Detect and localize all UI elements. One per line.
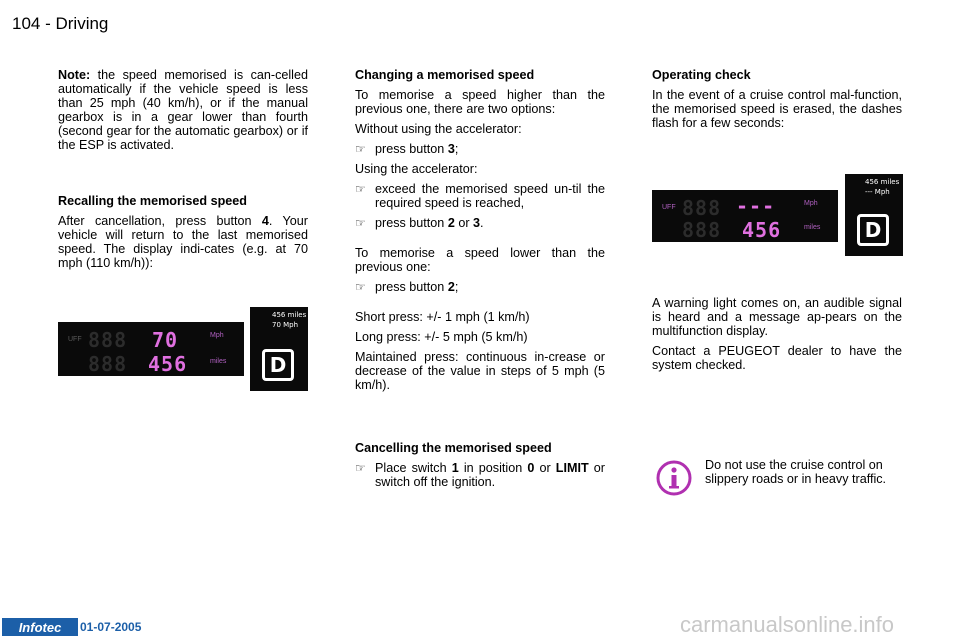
- header-separator: -: [40, 14, 56, 33]
- info-note: [705, 458, 905, 492]
- info-text: Do not use the cruise control on slippery roads or in heavy traffic.: [705, 458, 887, 486]
- cancel-title: Cancelling the memorised speed: [355, 441, 552, 455]
- button-1-ref: 1: [451, 461, 459, 475]
- recall-paragraph: After cancellation, press button 4. Your vehicle will return to the last memorised speed. The display indi-cates (e.g. at 70 mph (110 km/h)):: [58, 214, 308, 270]
- pointing-hand-icon: ☞: [355, 182, 366, 196]
- footer-date: 01-07-2005: [80, 620, 142, 634]
- warning-section: [652, 296, 902, 378]
- button-3-ref: 3: [447, 142, 455, 156]
- change-title: Changing a memorised speed: [355, 68, 535, 82]
- odometer-readout: 456: [148, 352, 188, 376]
- screen-display-1: [250, 307, 308, 391]
- screen-display-2: [845, 174, 903, 256]
- bullet-press-2-or-3: ☞ press button 2 or 3.: [355, 216, 484, 230]
- watermark: carmanualsonline.info: [680, 612, 895, 637]
- bullet-press-2: ☞ press button 2;: [355, 280, 459, 294]
- unit-miles: miles: [210, 358, 227, 365]
- note-paragraph: [58, 68, 308, 152]
- column-1: [58, 68, 308, 158]
- check-text: In the event of a cruise control mal-function, the memorised speed is erased, the dashes flash for a few seconds:: [652, 88, 902, 130]
- speed-dashes: ---: [736, 194, 776, 218]
- odometer-readout: 456: [742, 218, 782, 242]
- cluster-display-2: UFF 888 --- Mph 888 456 miles: [652, 190, 838, 242]
- maintained-press: Maintained press: continuous in-crease or decrease of the value in steps of 5 mph (5 km/h).: [355, 350, 605, 392]
- screen-miles: 456 miles: [865, 178, 900, 186]
- cluster-display-1: UFF 888 70 Mph 888 456 miles: [58, 322, 244, 376]
- screen-mph: 70 Mph: [272, 321, 299, 329]
- contact-text: Contact a PEUGEOT dealer to have the system checked.: [652, 344, 902, 372]
- screen-miles: 456 miles: [272, 311, 307, 319]
- using-accelerator: Using the accelerator:: [355, 162, 478, 176]
- change-intro: To memorise a speed higher than the previous one, there are two options:: [355, 88, 605, 116]
- gear-indicator: D: [262, 349, 294, 381]
- bullet-press-3: ☞ press button 3;: [355, 142, 459, 156]
- infotec-logo: Infotec: [2, 618, 78, 636]
- cancel-section: [355, 441, 605, 495]
- unit-mph: Mph: [210, 332, 224, 339]
- pointing-hand-icon: ☞: [355, 461, 366, 475]
- page-header: [12, 14, 108, 34]
- without-accelerator: Without using the accelerator:: [355, 122, 522, 136]
- short-press: Short press: +/- 1 mph (1 km/h): [355, 310, 530, 324]
- column-3: [652, 68, 902, 136]
- unit-miles: miles: [804, 224, 821, 231]
- gear-indicator: D: [857, 214, 889, 246]
- lower-intro: To memorise a speed lower than the previous one:: [355, 246, 605, 274]
- note-text: the speed memorised is can-celled automatically if the vehicle speed is less than 25 mph (40 km/h), or if the manual gearbox is in a gear lower than fourth (second gear for the automatic gearbox) or if the ESP is activated.: [58, 68, 308, 152]
- screen-mph: --- Mph: [865, 188, 890, 196]
- limit-ref: LIMIT: [555, 461, 589, 475]
- warning-text: A warning light comes on, an audible signal is heard and a message ap-pears on the multifunction display.: [652, 296, 902, 338]
- pointing-hand-icon: ☞: [355, 216, 366, 230]
- unit-mph: Mph: [804, 200, 818, 207]
- speed-readout: 70: [152, 328, 179, 352]
- long-press: Long press: +/- 5 mph (5 km/h): [355, 330, 528, 344]
- info-icon: [656, 460, 692, 496]
- recall-title: Recalling the memorised speed: [58, 194, 247, 208]
- bullet-place-switch: ☞ Place switch 1 in position 0 or LIMIT or switch off the ignition.: [355, 461, 605, 489]
- bullet-exceed: ☞ exceed the memorised speed un-til the required speed is reached,: [355, 182, 605, 210]
- button-4-ref: 4: [261, 214, 269, 228]
- recall-section: [58, 194, 308, 276]
- pointing-hand-icon: ☞: [355, 280, 366, 294]
- section-title: Driving: [55, 14, 109, 33]
- column-2: [355, 68, 605, 398]
- pointing-hand-icon: ☞: [355, 142, 366, 156]
- page-number: 104: [12, 14, 41, 33]
- note-label: Note:: [58, 68, 91, 82]
- check-title: Operating check: [652, 68, 751, 82]
